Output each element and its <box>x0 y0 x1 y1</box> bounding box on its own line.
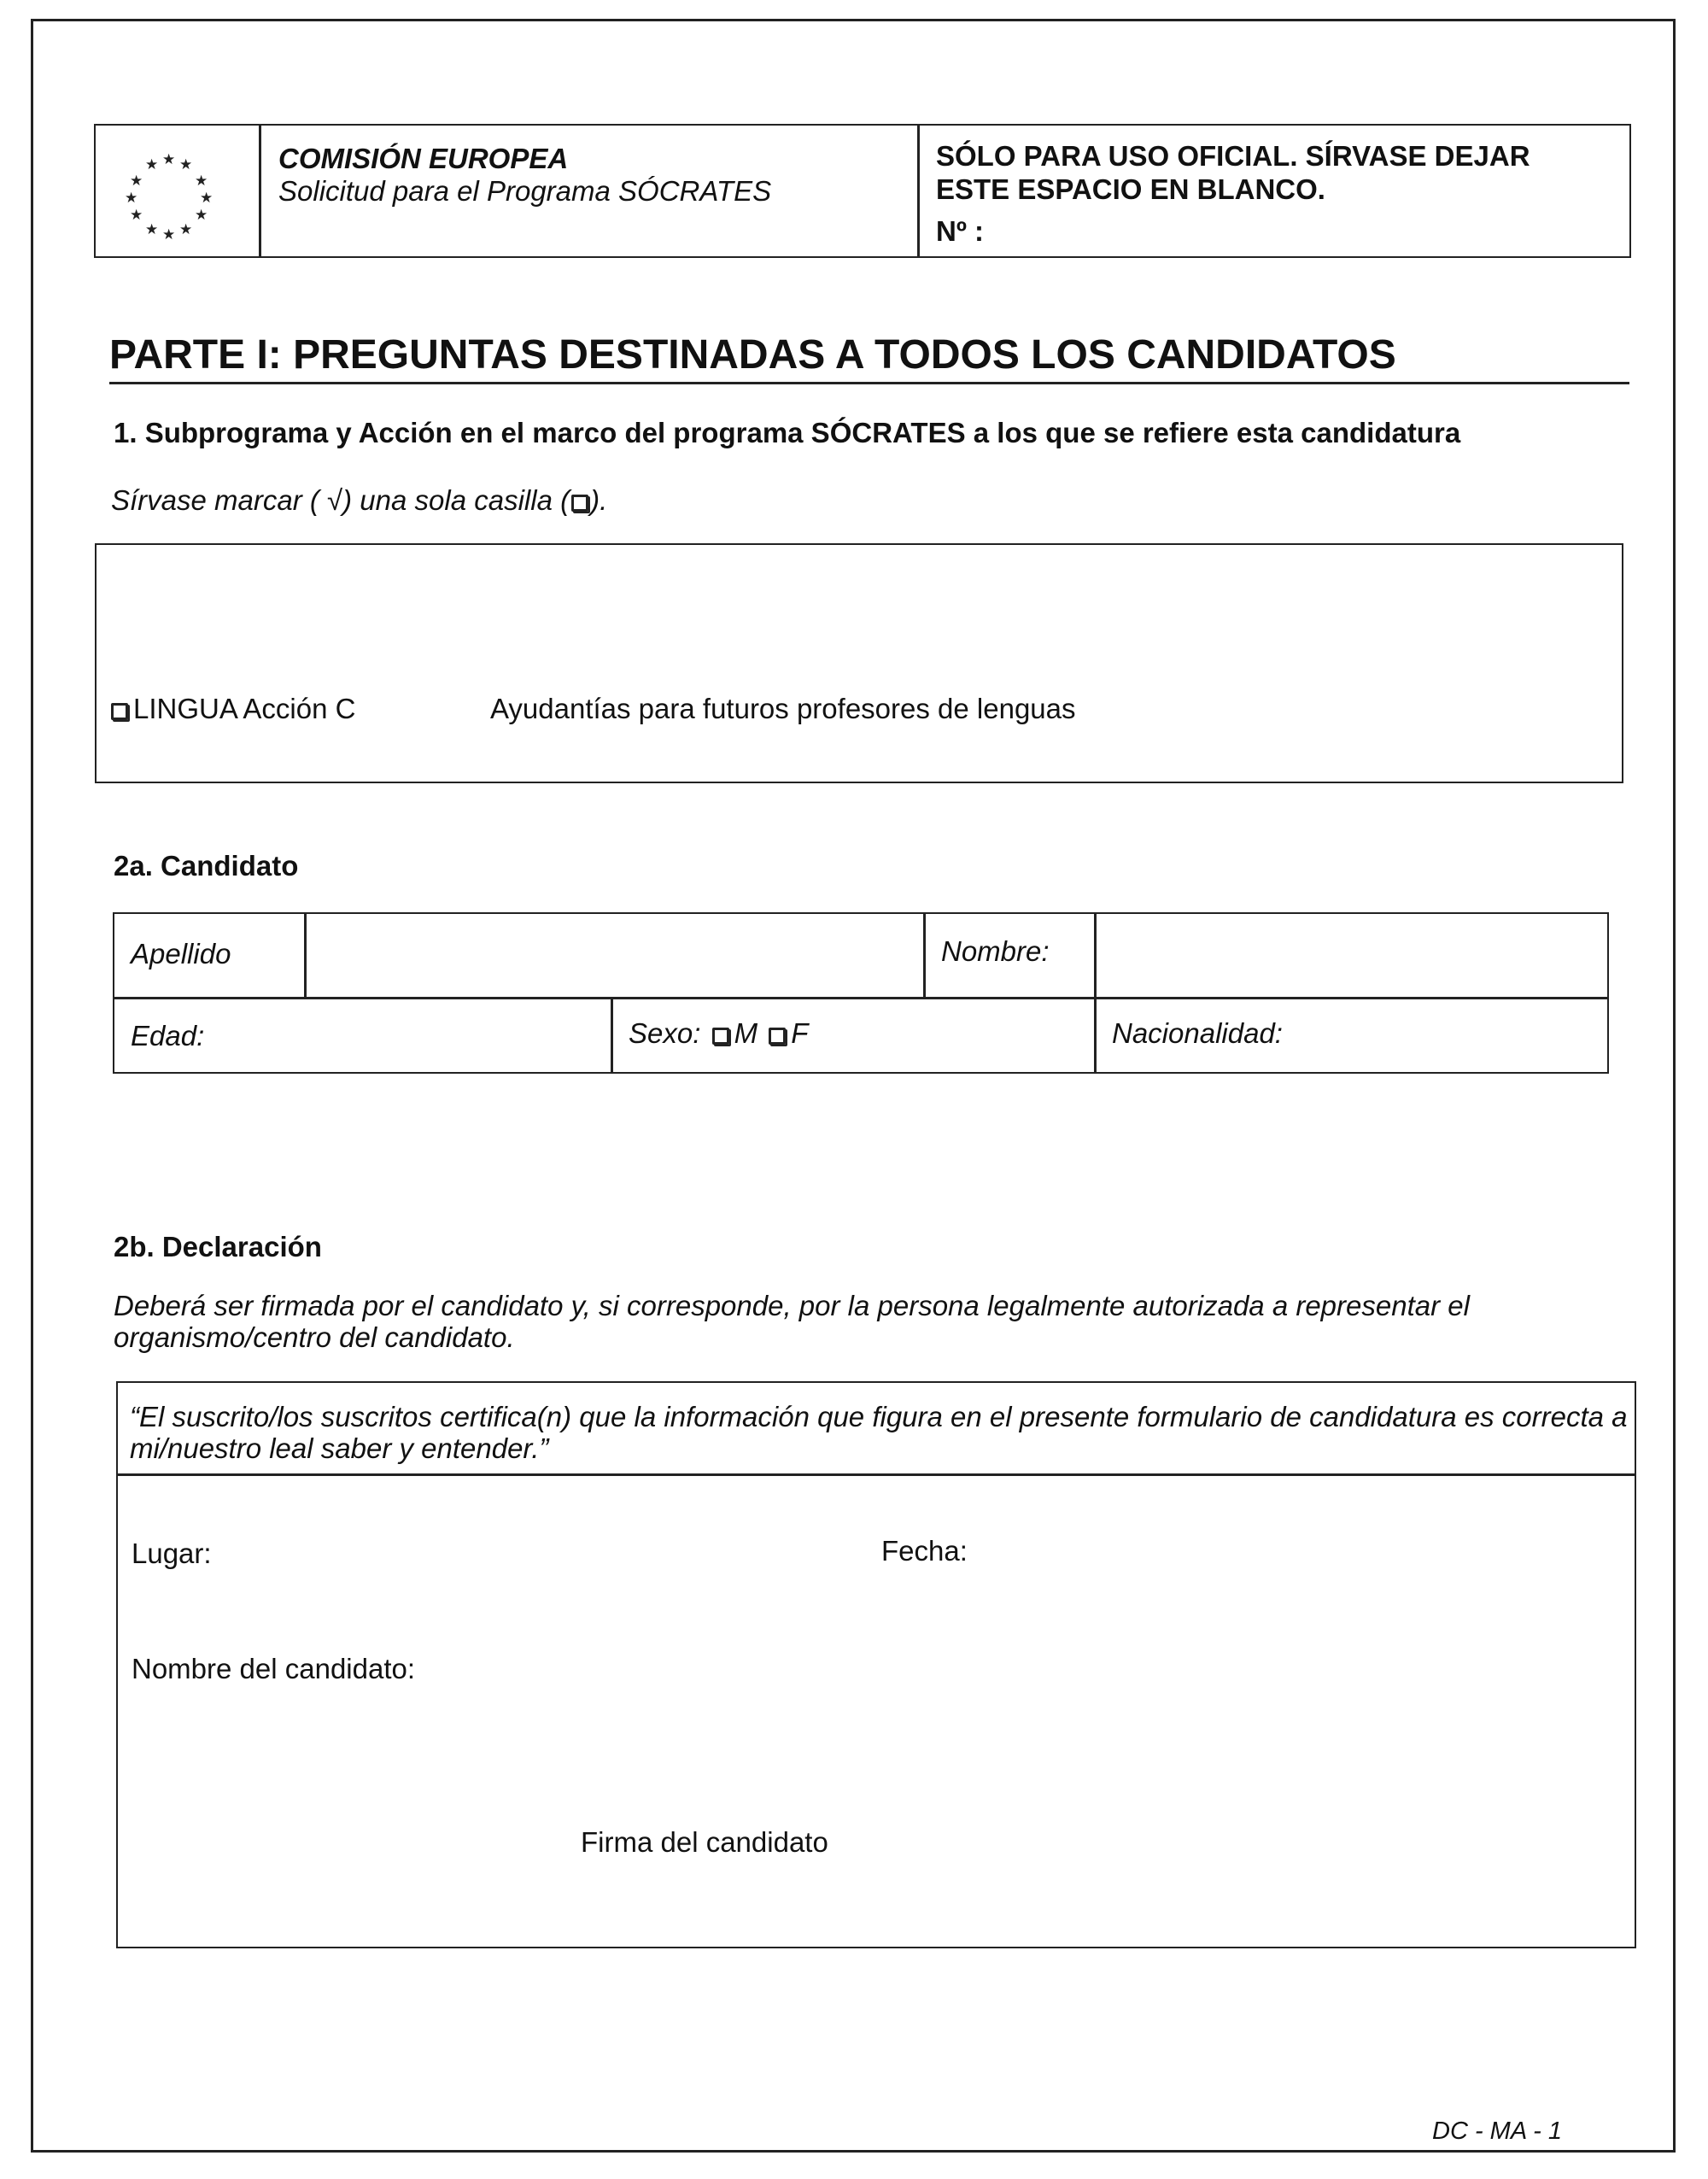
firma-candidato-label[interactable]: Firma del candidato <box>581 1826 828 1858</box>
section2b-instruction-line2: organismo/centro del candidato. <box>114 1321 515 1353</box>
header-divider-1 <box>259 124 261 258</box>
declaration-divider <box>116 1473 1636 1476</box>
section2b-heading: 2b. Declaración <box>114 1231 322 1262</box>
edad-label[interactable]: Edad: <box>131 1020 205 1051</box>
sexo-field <box>629 1016 808 1051</box>
subprogram-box <box>95 543 1623 783</box>
org-title: COMISIÓN EUROPEA <box>278 143 569 174</box>
instruction-text-post: ). <box>590 484 608 516</box>
section2b-instruction-line1: Deberá ser firmada por el candidato y, si corresponde, por la persona legalmente autorizada a representar el <box>114 1290 1470 1321</box>
option-description: Ayudantías para futuros profesores de lenguas <box>490 693 1076 724</box>
org-subtitle: Solicitud para el Programa SÓCRATES <box>278 175 772 207</box>
nombre-candidato-label[interactable]: Nombre del candidato: <box>132 1653 416 1684</box>
instruction-text-pre: Sírvase marcar ( √) una sola casilla ( <box>111 484 570 516</box>
declaration-quote-line2: mi/nuestro leal saber y entender.” <box>130 1432 549 1464</box>
nacionalidad-label[interactable]: Nacionalidad: <box>1112 1017 1283 1049</box>
part-title-rule <box>109 382 1629 384</box>
candidate-col-4 <box>611 997 613 1074</box>
apellido-field[interactable] <box>309 917 917 993</box>
sexo-f-checkbox[interactable] <box>769 1028 786 1045</box>
apellido-label: Apellido <box>131 938 231 969</box>
sexo-m-checkbox[interactable] <box>712 1028 729 1045</box>
lingua-c-checkbox[interactable] <box>111 703 128 720</box>
option-lingua-c[interactable] <box>111 692 355 726</box>
section1-instruction <box>111 483 607 518</box>
part-title: PARTE I: PREGUNTAS DESTINADAS A TODOS LOS CANDIDATOS <box>109 332 1396 378</box>
eu-flag-logo: ★ ★ ★ ★ ★ ★ ★ ★ ★ ★ ★ ★ <box>125 151 214 243</box>
declaration-quote-line1: “El suscrito/los suscritos certifica(n) que la información que figura en el presente formulario de candidatura es correcta a <box>130 1401 1628 1432</box>
official-use-line2: ESTE ESPACIO EN BLANCO. <box>936 173 1325 205</box>
option-label: LINGUA Acción C <box>133 693 356 724</box>
candidate-col-3 <box>1094 912 1097 1074</box>
number-label: Nº : <box>936 215 985 247</box>
header-divider-2 <box>917 124 920 258</box>
nombre-label: Nombre: <box>941 935 1050 967</box>
section2a-heading: 2a. Candidato <box>114 850 299 882</box>
nombre-field[interactable] <box>1100 917 1604 993</box>
fecha-label[interactable]: Fecha: <box>881 1535 968 1567</box>
checkbox-sample-icon <box>571 495 588 512</box>
sexo-label: Sexo: <box>629 1017 701 1049</box>
sexo-f-label: F <box>791 1017 809 1049</box>
lugar-label[interactable]: Lugar: <box>132 1538 212 1569</box>
footer-code: DC - MA - 1 <box>1432 2117 1562 2145</box>
candidate-col-1 <box>304 912 307 998</box>
candidate-row-divider <box>113 997 1609 999</box>
candidate-col-2 <box>923 912 926 998</box>
section1-heading: 1. Subprograma y Acción en el marco del programa SÓCRATES a los que se refiere esta candidatura <box>114 417 1461 448</box>
official-use-line1: SÓLO PARA USO OFICIAL. SÍRVASE DEJAR <box>936 140 1530 172</box>
sexo-m-label: M <box>734 1017 758 1049</box>
